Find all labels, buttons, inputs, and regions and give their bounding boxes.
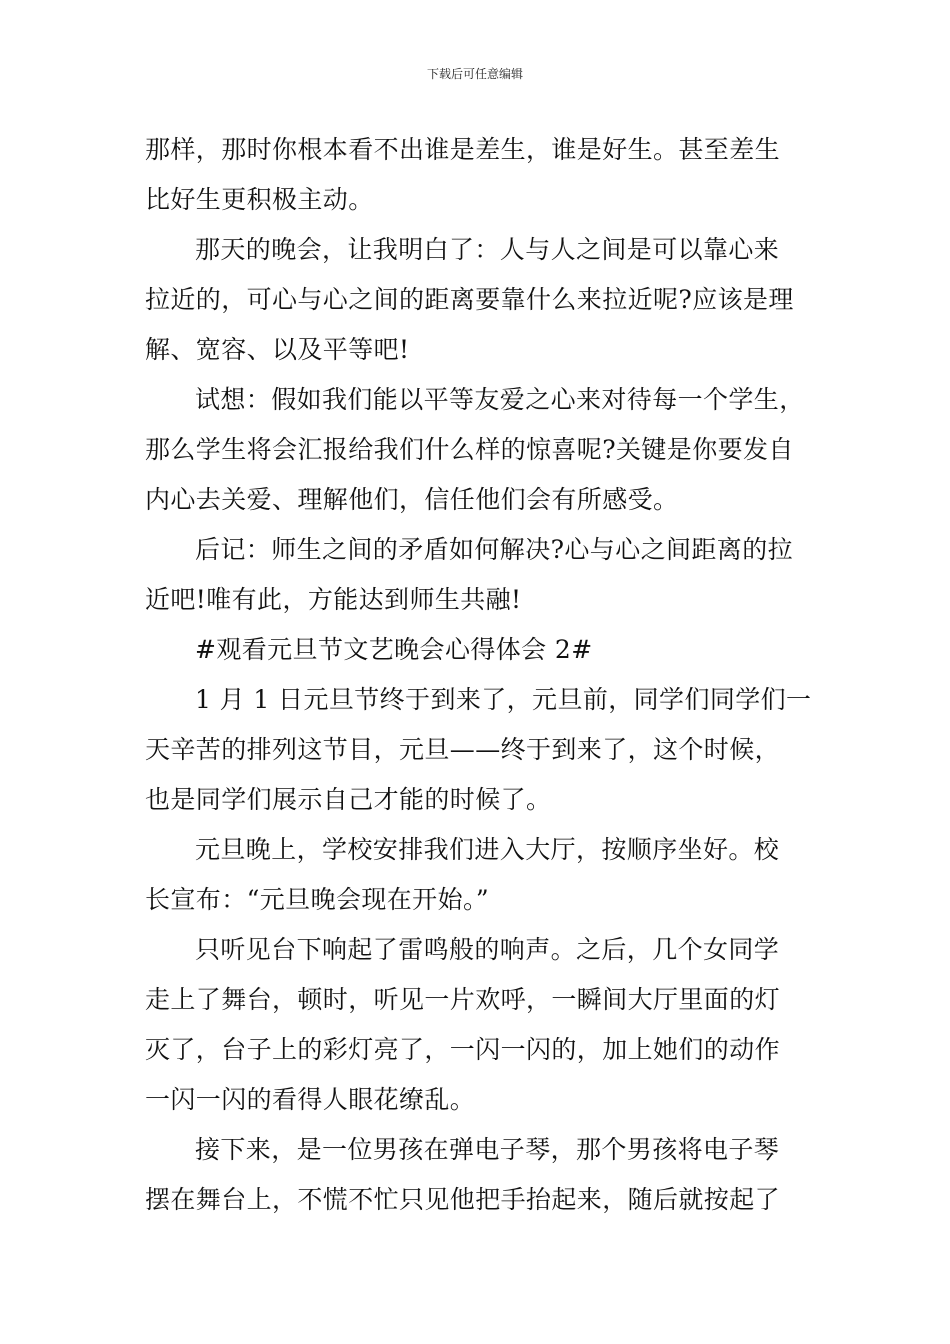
- page-header: 下载后可任意编辑: [426, 67, 523, 81]
- text-line: 一闪一闪的看得人眼花缭乱。: [145, 1085, 476, 1114]
- text-line: 只听见台下响起了雷鸣般的响声。之后，几个女同学: [195, 935, 780, 964]
- text-line: 接下来，是一位男孩在弹电子琴，那个男孩将电子琴: [195, 1135, 780, 1164]
- text-line: 那天的晚会，让我明白了：人与人之间是可以靠心来: [195, 235, 780, 264]
- document-body: [145, 125, 811, 1225]
- text-line: 摆在舞台上，不慌不忙只见他把手抬起来，随后就按起了: [145, 1185, 781, 1214]
- text-line: 1 月 1 日元旦节终于到来了，元旦前，同学们同学们一: [195, 685, 812, 714]
- text-line: #观看元旦节文艺晚会心得体会 2#: [195, 635, 593, 664]
- text-line: 天辛苦的排列这节目，元旦——终于到来了，这个时候，: [145, 735, 781, 764]
- text-line: 拉近的，可心与心之间的距离要靠什么来拉近呢?应该是理: [145, 285, 794, 314]
- text-line: 走上了舞台，顿时，听见一片欢呼，一瞬间大厅里面的灯: [145, 985, 781, 1014]
- text-line: 长宣布：“元旦晚会现在开始。”: [145, 885, 490, 914]
- text-line: 比好生更积极主动。: [145, 185, 374, 214]
- text-line: 那样，那时你根本看不出谁是差生，谁是好生。甚至差生: [145, 135, 781, 164]
- text-line: 近吧!唯有此，方能达到师生共融!: [145, 585, 522, 614]
- text-line: 元旦晚上，学校安排我们进入大厅，按顺序坐好。校: [195, 835, 780, 864]
- text-line: 内心去关爱、理解他们，信任他们会有所感受。: [145, 485, 679, 514]
- text-line: 那么学生将会汇报给我们什么样的惊喜呢?关键是你要发自: [145, 435, 794, 464]
- text-line: 也是同学们展示自己才能的时候了。: [145, 785, 552, 814]
- text-line: 后记：师生之间的矛盾如何解决?心与心之间距离的拉: [195, 535, 794, 564]
- text-line: 灭了，台子上的彩灯亮了，一闪一闪的，加上她们的动作: [145, 1035, 781, 1064]
- text-line: 试想：假如我们能以平等友爱之心来对待每一个学生，: [195, 385, 805, 414]
- text-line: 解、宽容、以及平等吧!: [145, 335, 410, 364]
